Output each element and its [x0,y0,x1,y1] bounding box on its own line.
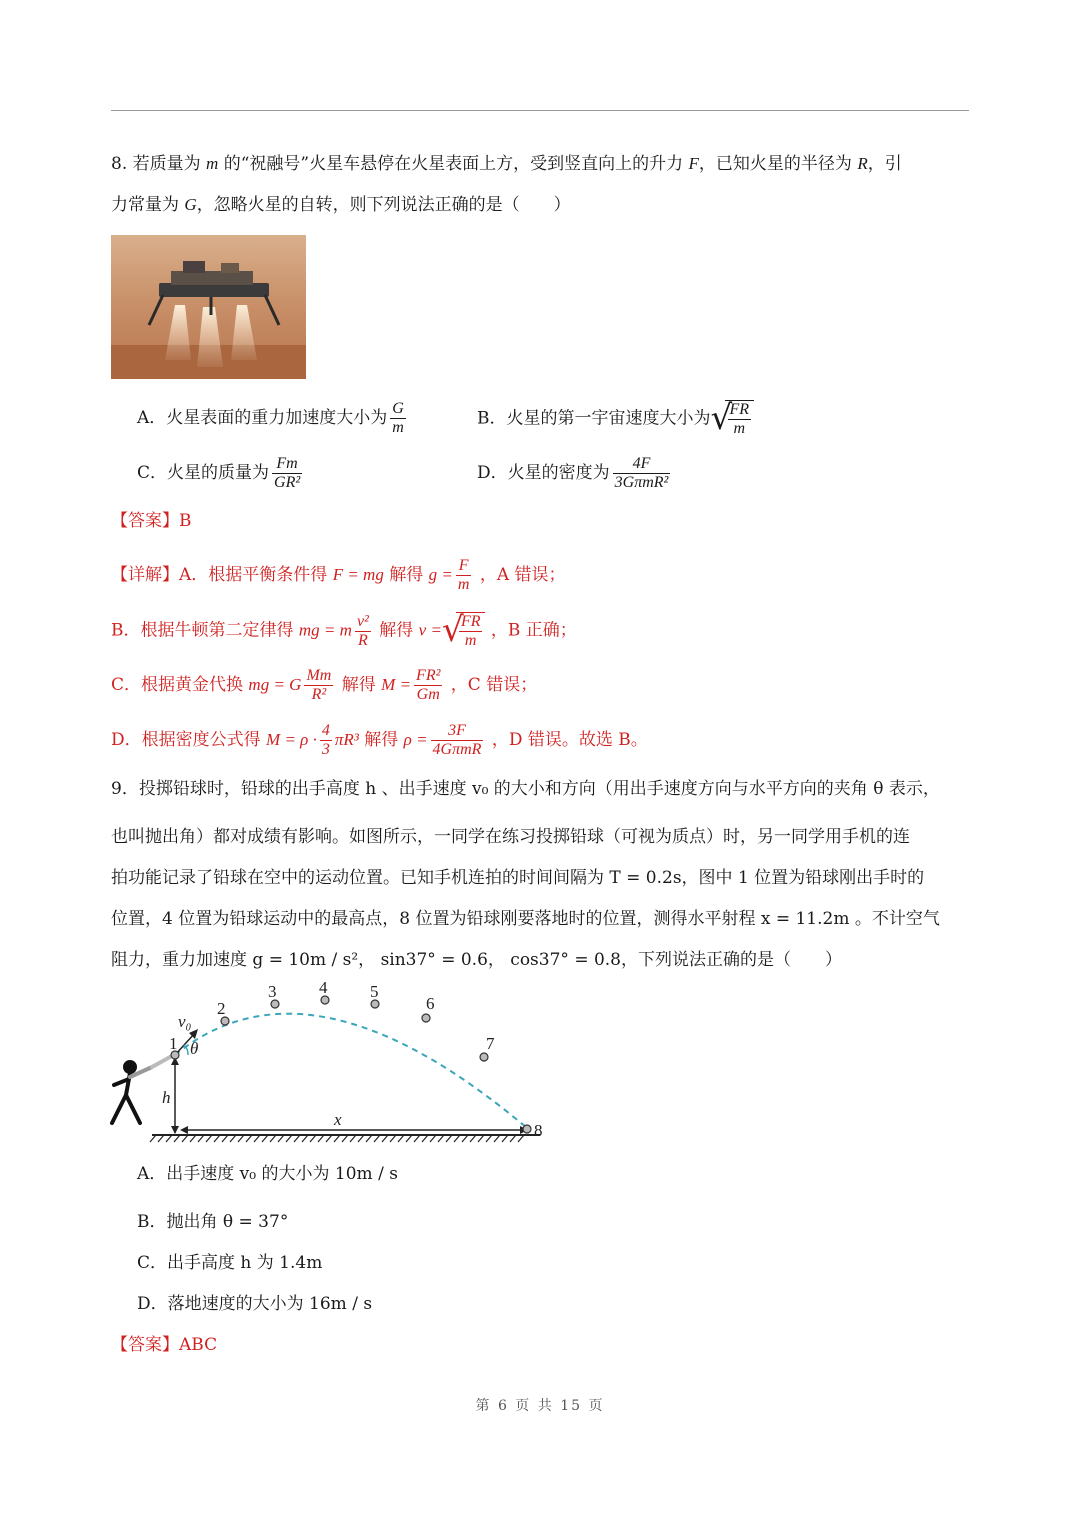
label-7: 7 [486,1034,495,1053]
label-x: x [334,1110,342,1129]
label-5: 5 [370,982,379,1001]
label-1: 1 [169,1034,178,1053]
ball-position-3 [271,1000,279,1008]
q9-answer: 【答案】ABC [111,1335,218,1355]
q8-detail-c: C．根据黄金代换 mg = G $\frac{Mm}{\text{R²}}$ 解得 M = $\frac{\text{FR²}}{Gm}$ ，C 错误； [111,667,538,703]
q9-stem-line1: 9．投掷铅球时，铅球的出手高度 h 、出手速度 v₀ 的大小和方向（用出手速度方向与水平方向的夹角 θ 表示， [111,779,940,799]
mars-lander-photo [111,235,306,379]
ball-position-5 [371,1000,379,1008]
shot-put-diagram [100,975,560,1145]
ball-position-8 [523,1125,531,1133]
q8-option-d: D．火星的密度为 $\frac{4F}{\text{3GπmR²}}$ [477,455,669,491]
label-2: 2 [217,999,226,1018]
lander-illustration [111,235,306,379]
q8-option-c: C．火星的质量为 $\frac{Fm}{\text{GR²}}$ [137,455,301,491]
label-v0: v₀ [178,1012,192,1031]
q9-stem-line5: 阻力，重力加速度 g = 10m / s²， sin37° = 0.6， cos37° = 0.8，下列说法正确的是（ ） [111,950,842,970]
label-theta: θ [190,1039,199,1058]
label-3: 3 [268,982,277,1001]
ball-position-4 [321,996,329,1004]
ground-hatching [150,1135,524,1142]
q9-stem-line2: 也叫抛出角）都对成绩有影响。如图所示，一同学在练习投掷铅球（可视为质点）时，另一同学用手机的连 [111,827,910,847]
q8-detail-a: 【详解】A．根据平衡条件得 F = mg 解得 g = $\frac{F}{m}$ ，A 错误； [111,557,566,593]
q8-stem-line2: 力常量为 G，忽略火星的自转，则下列说法正确的是（ ） [111,195,571,215]
q9-stem-line4: 位置，4 位置为铅球运动中的最高点，8 位置为铅球刚要落地时的位置，测得水平射程 x = 11.2m 。不计空气 [111,909,940,929]
label-6: 6 [426,994,435,1013]
q9-stem-line3: 拍功能记录了铅球在空中的运动位置。已知手机连拍的时间间隔为 T = 0.2s，图中 1 位置为铅球刚出手时的 [111,868,925,888]
q9-option-c: C．出手高度 h 为 1.4m [137,1253,323,1273]
label-8: 8 [534,1121,543,1140]
q8-detail-d: D．根据密度公式得 M = ρ · $\frac{4}{3}$ πR³ 解得 ρ = $\frac{3F}{\text{4GπmR}}$ ，D 错误。故选 B。 [111,722,648,758]
label-4: 4 [319,978,328,997]
ball-position-6 [422,1014,430,1022]
label-h: h [162,1088,171,1107]
q8-option-a: A．火星表面的重力加速度大小为 $\frac{G}{m}$ [137,400,404,436]
thrower-figure [112,1062,140,1123]
ball-position-7 [480,1053,488,1061]
q8-option-b: B．火星的第一宇宙速度大小为 √ $\frac{FR}{m}$ [477,400,754,438]
q9-option-b: B．抛出角 θ = 37° [137,1212,289,1232]
q8-stem-line1: 8. 若质量为 m 的“祝融号”火星车悬停在火星表面上方，受到竖直向上的升力 F，已知火星的半径为 R，引 [111,154,902,174]
header-rule [111,110,969,111]
q8-answer: 【答案】B [111,511,192,531]
trajectory-path [175,1014,527,1128]
q9-option-a: A．出手速度 v₀ 的大小为 10m / s [137,1164,398,1184]
page-footer: 第 6 页 共 15 页 [475,1398,605,1414]
q8-detail-b: B．根据牛顿第二定律得 mg = m $\frac{\text{v²}}{R}$ 解得 v = √ $\frac{FR}{m}$ ，B 正确； [111,610,577,650]
q9-option-d: D．落地速度的大小为 16m / s [137,1294,373,1314]
ball-position-2 [221,1017,229,1025]
